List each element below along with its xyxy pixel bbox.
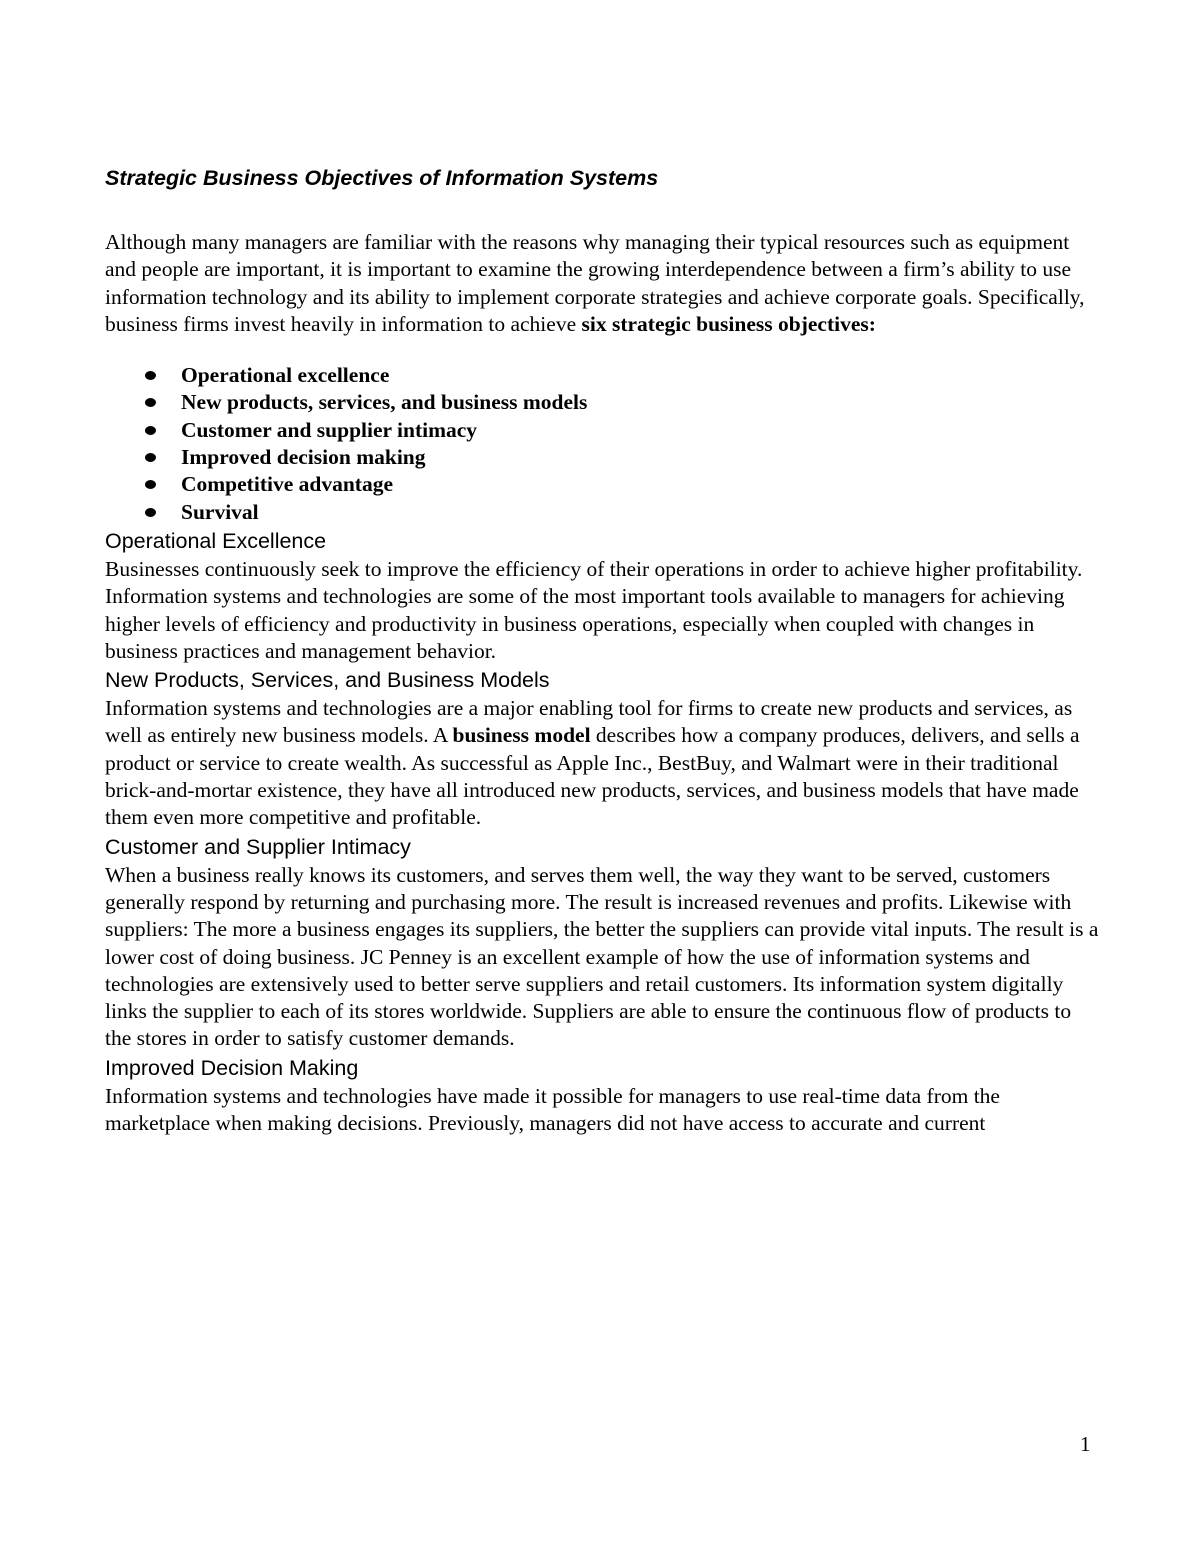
bullet-icon (145, 371, 156, 380)
section-paragraph-improved-decision-making: Information systems and technologies have made it possible for managers to use real-time data from the marketplace when making decisions. Previously, managers did not have access to accurate and current (105, 1083, 1000, 1136)
intro-bold-text: six strategic business objectives: (581, 311, 876, 336)
objective-label: Improved decision making (181, 445, 426, 470)
intro-paragraph (105, 229, 1100, 338)
objective-label: Operational excellence (181, 363, 390, 388)
section-paragraph-new-products (105, 695, 1100, 831)
page-number: 1 (1080, 1432, 1091, 1456)
list-item (105, 417, 1100, 444)
bullet-icon (145, 426, 156, 435)
document-title: Strategic Business Objectives of Information Systems (105, 166, 659, 190)
list-item (105, 389, 1100, 416)
section-heading-customer-supplier-intimacy: Customer and Supplier Intimacy (105, 834, 411, 859)
section-heading-improved-decision-making: Improved Decision Making (105, 1055, 359, 1080)
paragraph-text: Information systems and technologies are a major enabling tool for firms to create new products and services, as well as entirely new business models. A (105, 696, 1073, 748)
list-item (105, 444, 1100, 471)
section-paragraph-operational-excellence: Businesses continuously seek to improve the efficiency of their operations in order to achieve higher profitability. Information systems and technologies are some of the most important tools available to managers for achieving higher levels of efficiency and productivity in business operations, especially when coupled with changes in business practices and management behavior. (105, 556, 1083, 663)
objectives-list (105, 362, 1100, 526)
bullet-icon (145, 398, 156, 407)
objective-label: Customer and supplier intimacy (181, 417, 478, 442)
list-item (105, 362, 1100, 389)
bullet-icon (145, 480, 156, 489)
intro-text: Although many managers are familiar with the reasons why managing their typical resources such as equipment and people are important, it is important to examine the growing interdependence between a firm’s ability to use information technology and its ability to implement corporate strategies and achieve corporate goals. Specifically, business firms invest heavily in information to achieve (105, 230, 1085, 336)
business-model-term: business model (452, 723, 591, 748)
list-item (105, 471, 1100, 498)
objective-label: Survival (181, 499, 259, 524)
section-heading-operational-excellence: Operational Excellence (105, 528, 327, 553)
list-item (105, 499, 1100, 526)
bullet-icon (145, 508, 156, 517)
paragraph-text: describes how a company produces, delivers, and sells a product or service to create wealth. As successful as Apple Inc., BestBuy, and Walmart were in their traditional brick-and-mortar existence, they have all introduced new products, services, and business models that have made them even more competitive and profitable. (105, 723, 1080, 830)
document-body (105, 163, 1100, 1137)
section-paragraph-customer-supplier-intimacy: When a business really knows its customers, and serves them well, the way they want to be served, customers generally respond by returning and purchasing more. The result is increased revenues and profits. Likewise with suppliers: The more a business engages its suppliers, the better the suppliers can provide vital inputs. The result is a lower cost of doing business. JC Penney is an excellent example of how the use of information systems and technologies are extensively used to better serve suppliers and retail customers. Its information system digitally links the supplier to each of its stores worldwide. Suppliers are able to ensure the continuous flow of products to the stores in order to satisfy customer demands. (105, 862, 1099, 1051)
bullet-icon (145, 453, 156, 462)
section-heading-new-products: New Products, Services, and Business Models (105, 668, 550, 693)
objective-label: New products, services, and business models (181, 390, 588, 415)
objective-label: Competitive advantage (181, 472, 393, 497)
